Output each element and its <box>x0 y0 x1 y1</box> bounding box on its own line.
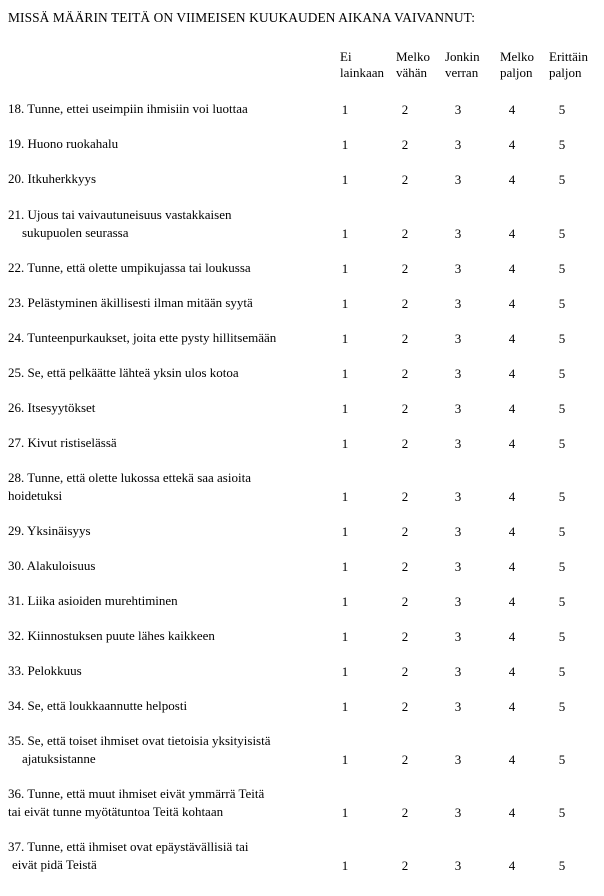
answer-option-3[interactable]: 3 <box>454 752 462 767</box>
answer-option-3[interactable]: 3 <box>454 559 462 574</box>
question-line1: 36. Tunne, että muut ihmiset eivät ymmärrä Teitä <box>8 786 265 801</box>
question-line1: 29. Yksinäisyys <box>8 523 91 538</box>
answer-option-5[interactable]: 5 <box>558 261 566 276</box>
question-row <box>0 625 604 665</box>
column-header-5 <box>549 49 588 81</box>
answer-option-3[interactable]: 3 <box>454 401 462 416</box>
answer-option-1[interactable]: 1 <box>341 172 349 187</box>
question-line1: 24. Tunteenpurkaukset, joita ette pysty hillitsemään <box>8 330 277 345</box>
column-header-line1: Melko <box>396 49 430 64</box>
question-text <box>8 434 117 452</box>
answer-option-4[interactable]: 4 <box>508 296 516 311</box>
answer-option-4[interactable]: 4 <box>508 559 516 574</box>
question-text <box>8 627 215 645</box>
answer-option-4[interactable]: 4 <box>508 594 516 609</box>
answer-option-1[interactable]: 1 <box>341 752 349 767</box>
column-header-line2: paljon <box>549 65 582 80</box>
question-text <box>8 100 248 118</box>
question-row <box>0 555 604 595</box>
answer-option-4[interactable]: 4 <box>508 261 516 276</box>
question-text <box>8 732 271 768</box>
question-text <box>8 557 95 575</box>
column-header-line1: Jonkin <box>445 49 480 64</box>
question-line1: 30. Alakuloisuus <box>8 558 96 573</box>
question-row <box>0 327 604 367</box>
answer-option-2[interactable]: 2 <box>401 436 409 451</box>
question-row <box>0 133 604 173</box>
answer-option-1[interactable]: 1 <box>341 331 349 346</box>
question-row <box>0 204 604 244</box>
column-header-line2: vähän <box>396 65 428 80</box>
answer-option-2[interactable]: 2 <box>401 489 409 504</box>
column-header-line2: lainkaan <box>340 65 385 80</box>
answer-option-5[interactable]: 5 <box>558 366 566 381</box>
question-text <box>8 522 91 540</box>
answer-option-5[interactable]: 5 <box>558 401 566 416</box>
answer-option-5[interactable]: 5 <box>558 805 566 820</box>
answer-option-2[interactable]: 2 <box>401 366 409 381</box>
answer-option-1[interactable]: 1 <box>341 805 349 820</box>
answer-option-3[interactable]: 3 <box>454 436 462 451</box>
answer-option-1[interactable]: 1 <box>341 559 349 574</box>
answer-option-1[interactable]: 1 <box>341 699 349 714</box>
question-line1: 19. Huono ruokahalu <box>8 136 119 151</box>
answer-option-5[interactable]: 5 <box>558 489 566 504</box>
question-line1: 25. Se, että pelkäätte lähteä yksin ulos kotoa <box>8 365 239 380</box>
answer-option-4[interactable]: 4 <box>508 102 516 117</box>
question-line1: 27. Kivut ristiselässä <box>8 435 117 450</box>
question-row <box>0 362 604 402</box>
answer-option-4[interactable]: 4 <box>508 137 516 152</box>
question-row <box>0 257 604 297</box>
answer-option-4[interactable]: 4 <box>508 226 516 241</box>
answer-option-4[interactable]: 4 <box>508 805 516 820</box>
question-text <box>8 259 251 277</box>
answer-option-2[interactable]: 2 <box>401 261 409 276</box>
answer-option-5[interactable]: 5 <box>558 296 566 311</box>
answer-option-3[interactable]: 3 <box>454 805 462 820</box>
answer-option-4[interactable]: 4 <box>508 489 516 504</box>
question-line1: 34. Se, että loukkaannutte helposti <box>8 698 188 713</box>
question-row <box>0 695 604 735</box>
question-line2: sukupuolen seurassa <box>22 225 129 240</box>
answer-option-1[interactable]: 1 <box>341 296 349 311</box>
answer-option-4[interactable]: 4 <box>508 331 516 346</box>
answer-option-2[interactable]: 2 <box>401 752 409 767</box>
question-text <box>8 364 239 382</box>
answer-option-3[interactable]: 3 <box>454 594 462 609</box>
answer-option-2[interactable]: 2 <box>401 226 409 241</box>
answer-option-5[interactable]: 5 <box>558 699 566 714</box>
answer-option-3[interactable]: 3 <box>454 664 462 679</box>
column-header-4 <box>500 49 534 81</box>
answer-option-4[interactable]: 4 <box>508 664 516 679</box>
question-text <box>8 206 232 242</box>
question-line1: 20. Itkuherkkyys <box>8 171 97 186</box>
question-line2: hoidetuksi <box>8 488 63 503</box>
question-row <box>0 730 604 770</box>
question-line1: 26. Itsesyytökset <box>8 400 96 415</box>
answer-option-2[interactable]: 2 <box>401 629 409 644</box>
question-row <box>0 98 604 138</box>
answer-option-5[interactable]: 5 <box>558 436 566 451</box>
question-line2: eivät pidä Teistä <box>12 857 97 872</box>
answer-option-2[interactable]: 2 <box>401 102 409 117</box>
answer-option-4[interactable]: 4 <box>508 172 516 187</box>
answer-option-3[interactable]: 3 <box>454 366 462 381</box>
answer-option-3[interactable]: 3 <box>454 489 462 504</box>
question-text <box>8 399 95 417</box>
question-text <box>8 469 251 505</box>
question-text <box>8 592 178 610</box>
question-row <box>0 783 604 823</box>
answer-option-4[interactable]: 4 <box>508 629 516 644</box>
answer-option-5[interactable]: 5 <box>558 524 566 539</box>
answer-option-4[interactable]: 4 <box>508 699 516 714</box>
column-header-line1: Ei <box>340 49 352 64</box>
answer-option-5[interactable]: 5 <box>558 331 566 346</box>
question-row <box>0 168 604 208</box>
answer-option-5[interactable]: 5 <box>558 102 566 117</box>
answer-option-3[interactable]: 3 <box>454 296 462 311</box>
answer-option-1[interactable]: 1 <box>341 226 349 241</box>
question-line1: 23. Pelästyminen äkillisesti ilman mitään syytä <box>8 295 253 310</box>
answer-option-1[interactable]: 1 <box>341 629 349 644</box>
question-text <box>8 662 82 680</box>
question-row <box>0 660 604 700</box>
question-line1: 21. Ujous tai vaivautuneisuus vastakkaisen <box>8 207 232 222</box>
answer-option-1[interactable]: 1 <box>341 261 349 276</box>
answer-option-5[interactable]: 5 <box>558 172 566 187</box>
answer-option-5[interactable]: 5 <box>558 226 566 241</box>
answer-option-2[interactable]: 2 <box>401 805 409 820</box>
question-line1: 37. Tunne, että ihmiset ovat epäystävällisiä tai <box>8 839 249 854</box>
answer-option-3[interactable]: 3 <box>454 699 462 714</box>
answer-option-1[interactable]: 1 <box>341 858 349 873</box>
column-header-line1: Melko <box>500 49 534 64</box>
answer-option-5[interactable]: 5 <box>558 594 566 609</box>
answer-option-2[interactable]: 2 <box>401 699 409 714</box>
answer-option-5[interactable]: 5 <box>558 137 566 152</box>
answer-option-2[interactable]: 2 <box>401 594 409 609</box>
question-line1: 32. Kiinnostuksen puute lähes kaikkeen <box>8 628 215 643</box>
question-row <box>0 467 604 507</box>
question-line2: tai eivät tunne myötätuntoa Teitä kohtaan <box>8 804 224 819</box>
question-line1: 35. Se, että toiset ihmiset ovat tietoisia yksityisistä <box>8 733 271 748</box>
question-row <box>0 432 604 472</box>
answer-option-3[interactable]: 3 <box>454 524 462 539</box>
column-header-3 <box>445 49 480 81</box>
answer-option-5[interactable]: 5 <box>558 559 566 574</box>
question-line1: 31. Liika asioiden murehtiminen <box>8 593 178 608</box>
answer-option-1[interactable]: 1 <box>341 524 349 539</box>
answer-option-3[interactable]: 3 <box>454 172 462 187</box>
question-row <box>0 397 604 437</box>
answer-option-2[interactable]: 2 <box>401 858 409 873</box>
question-text <box>8 170 96 188</box>
question-line2: ajatuksistanne <box>22 751 96 766</box>
answer-option-4[interactable]: 4 <box>508 858 516 873</box>
answer-option-4[interactable]: 4 <box>508 524 516 539</box>
answer-option-3[interactable]: 3 <box>454 226 462 241</box>
question-line1: 28. Tunne, että olette lukossa ettekä saa asioita <box>8 470 251 485</box>
answer-option-5[interactable]: 5 <box>558 858 566 873</box>
column-header-1 <box>340 49 384 81</box>
question-text <box>8 329 276 347</box>
questionnaire-title: MISSÄ MÄÄRIN TEITÄ ON VIIMEISEN KUUKAUDEN AIKANA VAIVANNUT: <box>8 10 476 25</box>
answer-option-2[interactable]: 2 <box>401 172 409 187</box>
answer-option-2[interactable]: 2 <box>401 524 409 539</box>
answer-option-2[interactable]: 2 <box>401 331 409 346</box>
answer-option-4[interactable]: 4 <box>508 436 516 451</box>
answer-option-1[interactable]: 1 <box>341 594 349 609</box>
question-line1: 18. Tunne, ettei useimpiin ihmisiin voi luottaa <box>8 101 248 116</box>
answer-option-1[interactable]: 1 <box>341 102 349 117</box>
answer-option-2[interactable]: 2 <box>401 664 409 679</box>
answer-option-1[interactable]: 1 <box>341 664 349 679</box>
question-row <box>0 590 604 630</box>
question-text <box>8 294 253 312</box>
answer-option-1[interactable]: 1 <box>341 401 349 416</box>
answer-option-4[interactable]: 4 <box>508 401 516 416</box>
question-line1: 33. Pelokkuus <box>8 663 82 678</box>
answer-option-3[interactable]: 3 <box>454 102 462 117</box>
answer-option-3[interactable]: 3 <box>454 137 462 152</box>
question-line1: 22. Tunne, että olette umpikujassa tai loukussa <box>8 260 251 275</box>
answer-option-4[interactable]: 4 <box>508 752 516 767</box>
answer-option-5[interactable]: 5 <box>558 752 566 767</box>
question-text <box>8 697 187 715</box>
question-text <box>8 135 118 153</box>
column-header-2 <box>396 49 430 81</box>
answer-option-1[interactable]: 1 <box>341 436 349 451</box>
answer-option-1[interactable]: 1 <box>341 366 349 381</box>
answer-option-1[interactable]: 1 <box>341 137 349 152</box>
column-header-line1: Erittäin <box>549 49 588 64</box>
answer-option-3[interactable]: 3 <box>454 629 462 644</box>
answer-option-3[interactable]: 3 <box>454 858 462 873</box>
answer-option-2[interactable]: 2 <box>401 559 409 574</box>
answer-option-5[interactable]: 5 <box>558 629 566 644</box>
answer-option-3[interactable]: 3 <box>454 331 462 346</box>
answer-option-4[interactable]: 4 <box>508 366 516 381</box>
answer-option-2[interactable]: 2 <box>401 296 409 311</box>
answer-option-3[interactable]: 3 <box>454 261 462 276</box>
answer-option-2[interactable]: 2 <box>401 401 409 416</box>
column-header-line2: verran <box>445 65 479 80</box>
question-text <box>8 838 248 874</box>
answer-option-1[interactable]: 1 <box>341 489 349 504</box>
question-row <box>0 292 604 332</box>
question-text <box>8 785 264 821</box>
answer-option-2[interactable]: 2 <box>401 137 409 152</box>
answer-option-5[interactable]: 5 <box>558 664 566 679</box>
column-header-line2: paljon <box>500 65 533 80</box>
question-row <box>0 836 604 876</box>
question-row <box>0 520 604 560</box>
